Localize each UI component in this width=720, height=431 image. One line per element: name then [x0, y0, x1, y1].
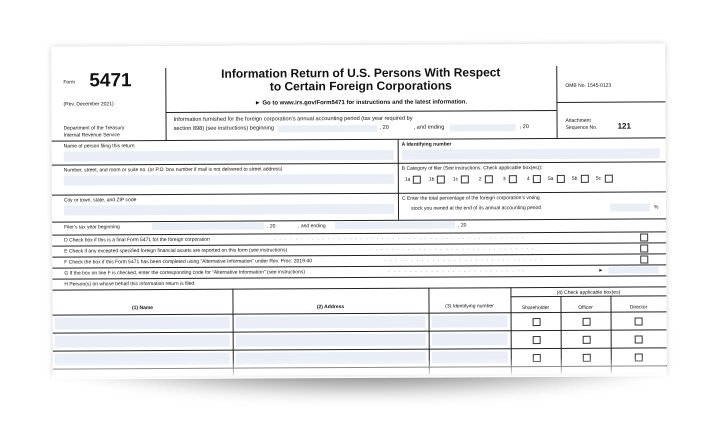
- category-5a-checkbox[interactable]: [557, 175, 565, 183]
- filer-category-checkboxes: [402, 174, 662, 183]
- form-title-line-2: to Certain Foreign Corporations: [269, 78, 452, 94]
- city-state-zip-label: City or town, state, and ZIP code: [63, 197, 137, 204]
- leader-dots: ...............................................: [274, 234, 528, 242]
- alternative-information-code-field[interactable]: [608, 266, 658, 273]
- sequence-number: 121: [617, 121, 631, 131]
- form-title-line-1: Information Return of U.S. Persons With Respect: [221, 65, 501, 81]
- category-1c-checkbox[interactable]: [461, 175, 469, 183]
- arrow-icon: ►: [598, 267, 604, 274]
- person-1-officer-checkbox[interactable]: [583, 318, 591, 326]
- city-state-zip-field[interactable]: [64, 204, 394, 216]
- street-address-field[interactable]: [64, 174, 394, 186]
- form-5471-page: [51, 43, 667, 376]
- person-2-officer-checkbox[interactable]: [583, 336, 591, 344]
- line-h-label: H Person(s) on whose behalf this information return is filed:: [64, 280, 196, 288]
- category-label: 5a: [547, 175, 554, 183]
- filer-tax-year-end-year: , 20: [458, 222, 467, 229]
- form-word: Form: [63, 79, 76, 86]
- period-end-year-label: , 20: [519, 124, 529, 131]
- street-address-label: Number, street, and room or suite no. (or P.O. box number if mail is not delivered to street address): [63, 166, 283, 174]
- sequence-label: Sequence No.: [565, 124, 598, 131]
- excepted-assets-checkbox[interactable]: [640, 244, 648, 252]
- attachment-label: Attachment: [565, 117, 591, 124]
- person-2-name-field[interactable]: [55, 335, 230, 348]
- filer-tax-year-end-label: , and ending: [298, 223, 326, 230]
- department-line-1: Department of the Treasury: [63, 125, 125, 132]
- category-of-filer-label: B Category of filer (See instructions. Check applicable box(es)):: [401, 165, 543, 172]
- voting-stock-percentage-field[interactable]: [610, 203, 650, 211]
- category-label: 2: [478, 176, 482, 183]
- form-number: 5471: [89, 70, 132, 92]
- voting-stock-label-2: stock you owned at the end of its annual accounting period: [410, 205, 542, 212]
- address-column-header: (2) Address: [316, 304, 345, 311]
- line-f-label: F Check the box if this Form 5471 has been completed using “Alternative Information” under Rev. Proc. 2019-40: [64, 258, 313, 266]
- identifying-number-label: A Identifying number: [401, 141, 452, 148]
- leader-dots: ..........................: [388, 267, 529, 274]
- leader-dots: ..............................: [384, 256, 546, 263]
- officer-column-header: Officer: [578, 304, 593, 311]
- filer-tax-year-begin-field[interactable]: [152, 222, 264, 230]
- filer-tax-year-label: Filer’s tax year beginning: [64, 224, 120, 231]
- voting-stock-label-1: C Enter the total percentage of the foreign corporation’s voting: [401, 195, 540, 202]
- person-1-address-field[interactable]: [236, 316, 426, 329]
- identifying-number-column-header: (3) Identifying number: [445, 303, 494, 310]
- accounting-period-line-1: Information furnished for the foreign corporation’s annual accounting period (tax year required by: [173, 115, 413, 123]
- period-end-label: , and ending: [413, 124, 445, 131]
- category-label: 3: [502, 176, 506, 183]
- category-3-checkbox[interactable]: [509, 175, 517, 183]
- category-5b-checkbox[interactable]: [581, 175, 589, 183]
- person-1-name-field[interactable]: [55, 317, 230, 330]
- period-begin-year-label: , 20: [379, 124, 389, 131]
- omb-number: OMB No. 1545-0123: [565, 82, 612, 89]
- person-2-address-field[interactable]: [236, 334, 426, 347]
- person-2-shareholder-checkbox[interactable]: [533, 336, 541, 344]
- filer-name-field[interactable]: [64, 150, 394, 162]
- director-column-header: Director: [629, 304, 648, 311]
- alternative-information-checkbox[interactable]: [640, 255, 648, 263]
- page-fade: [52, 356, 666, 379]
- person-1-shareholder-checkbox[interactable]: [533, 318, 541, 326]
- leader-dots: ...............................: [370, 245, 538, 252]
- person-1-director-checkbox[interactable]: [635, 318, 643, 326]
- department-line-2: Internal Revenue Service: [63, 132, 120, 139]
- person-2-director-checkbox[interactable]: [635, 336, 643, 344]
- name-column-header: (1) Name: [131, 305, 154, 312]
- period-begin-field[interactable]: [278, 125, 378, 133]
- category-label: 5b: [571, 175, 578, 182]
- category-4-checkbox[interactable]: [533, 175, 541, 183]
- line-g-label: G If the box on line F is checked, enter the corresponding code for “Alternative Information” (see instructions): [64, 269, 306, 277]
- category-label: 1b: [428, 176, 435, 183]
- line-d-label: D Check box if this is a final Form 5471 for the foreign corporation: [64, 236, 210, 244]
- category-label: 4: [526, 176, 530, 183]
- person-1-identifying-number-field[interactable]: [432, 315, 508, 327]
- final-return-checkbox[interactable]: [640, 233, 648, 241]
- identifying-number-field[interactable]: [402, 148, 660, 159]
- category-label: 1a: [404, 176, 411, 183]
- filer-tax-year-end-field[interactable]: [335, 221, 455, 229]
- category-1b-checkbox[interactable]: [437, 176, 445, 184]
- instructions-link-line[interactable]: ► Go to www.irs.gov/Form5471 for instructions and the latest information.: [254, 99, 468, 107]
- filer-name-label: Name of person filing this return: [63, 143, 135, 150]
- period-end-field[interactable]: [450, 124, 516, 131]
- category-1a-checkbox[interactable]: [413, 176, 421, 184]
- person-2-identifying-number-field[interactable]: [432, 333, 508, 345]
- filer-tax-year-begin-year: , 20: [267, 223, 276, 230]
- line-e-label: E Check if any excepted specified foreign financial assets are reported on this form (see instructions): [64, 247, 288, 255]
- percent-sign: %: [653, 204, 659, 211]
- shareholder-column-header: Shareholder: [521, 305, 550, 312]
- category-label: 5c: [595, 175, 602, 182]
- category-label: 1c: [452, 176, 459, 183]
- revision-date: (Rev. December 2021): [63, 101, 114, 108]
- accounting-period-begin-label: section 898) (see instructions) beginning: [173, 125, 275, 132]
- category-5c-checkbox[interactable]: [605, 175, 613, 183]
- check-boxes-column-header: (4) Check applicable box(es): [556, 289, 621, 296]
- category-2-checkbox[interactable]: [485, 175, 493, 183]
